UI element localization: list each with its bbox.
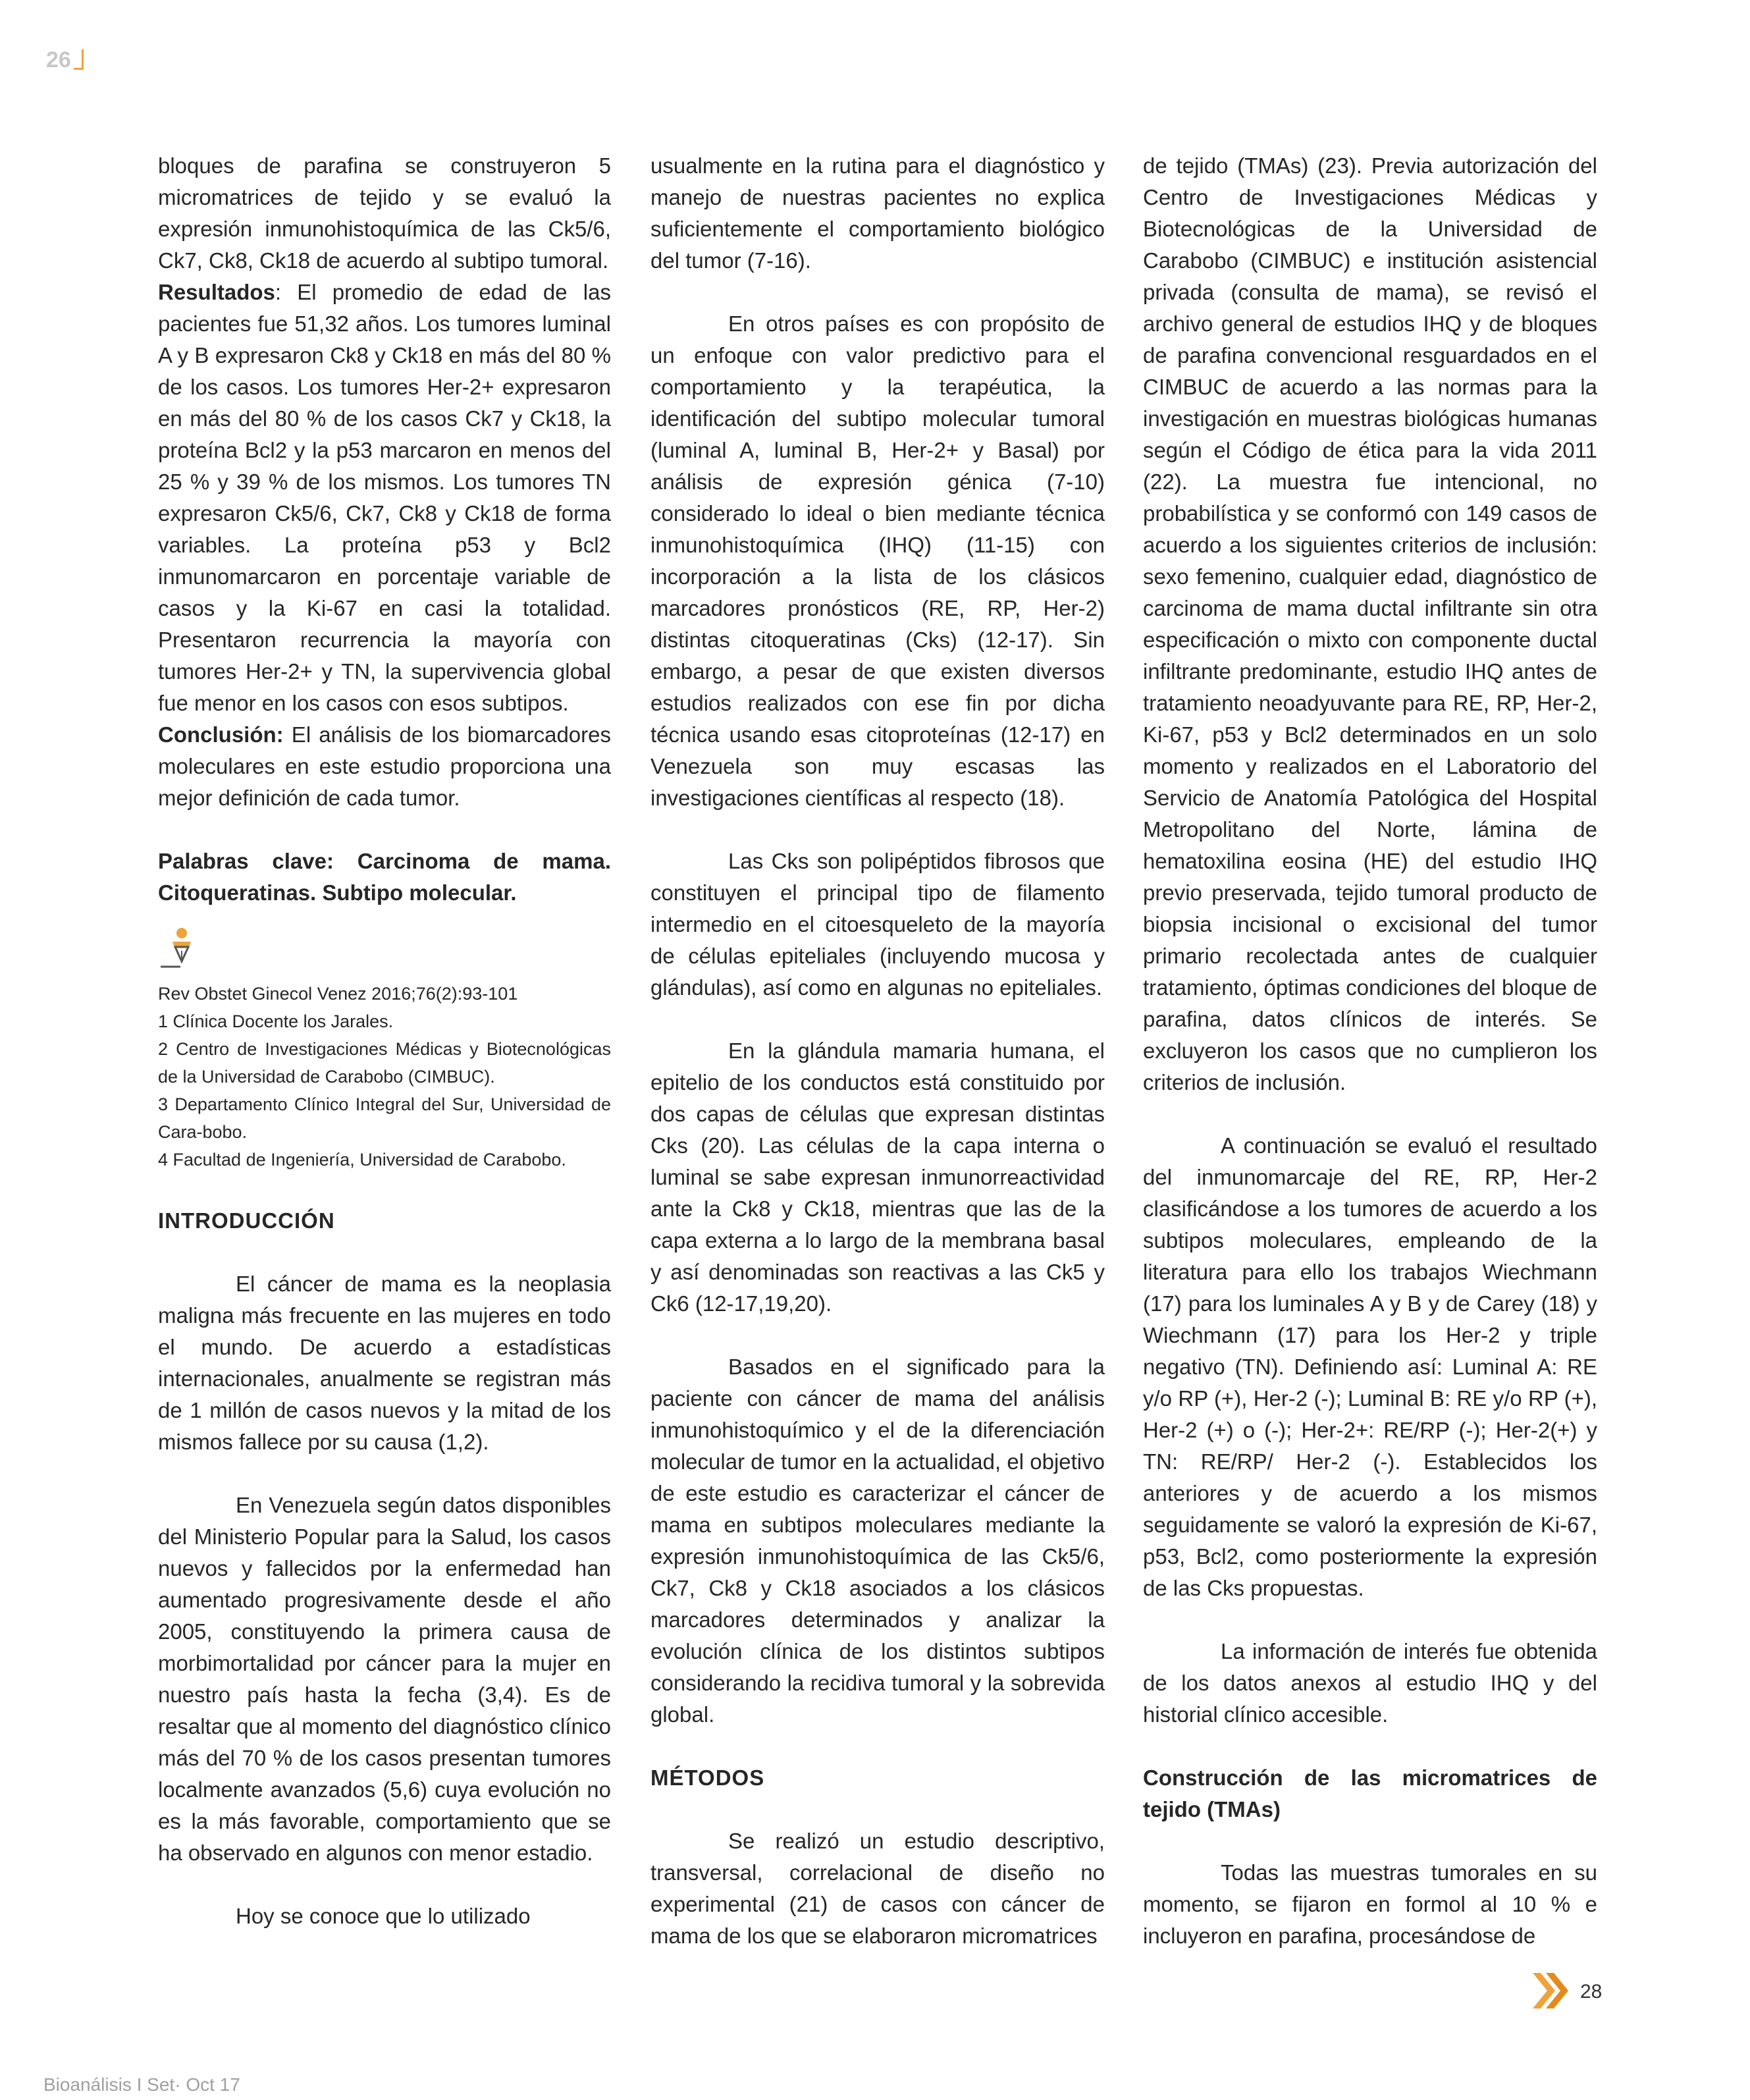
affiliation-item: 3 Departamento Clínico Integral del Sur, Universidad de Cara-bobo. xyxy=(158,1094,611,1142)
paragraph: Las Cks son polipéptidos fibrosos que constituyen el principal tipo de filamento intermedio en el citoesqueleto de la mayoría de células epiteliales (incluyendo mucosa y glándulas), así como en algunas no epiteliales. xyxy=(650,849,1105,1000)
paragraph: En la glándula mamaria humana, el epitelio de los conductos está constituido por dos capas de células que expresan distintas Cks (20). Las células de la capa interna o luminal se sabe expresan inmunorreactividad ante la Ck8 y Ck18, mientras que las de la capa externa a lo largo de la membrana basal y así denominadas son reactivas a las Ck5 y Ck6 (12-17,19,20). xyxy=(650,1038,1105,1316)
conclusion-paragraph xyxy=(158,719,611,814)
resultados-paragraph xyxy=(158,277,611,719)
page-number-bottom: 28 xyxy=(1580,1981,1603,2003)
subsection-heading: Construcción de las micromatrices de tejido (TMAs) xyxy=(1143,1765,1597,1821)
paragraph: Se realizó un estudio descriptivo, transversal, correlacional de diseño no experimental (21) de casos con cáncer de mama de los que se elaboraron micromatrices xyxy=(650,1829,1105,1948)
paragraph: Basados en el significado para la paciente con cáncer de mama del análisis inmunohistoquímico y el de la diferenciación molecular de tumor en la actualidad, el objetivo de este estudio es caracterizar el cáncer de mama en subtipos moleculares mediante la expresión inmunohistoquímica de las Ck5/6, Ck7, Ck8 y Ck18 asociados a los clásicos marcadores determinados y analizar la evolución clínica de los distintos subtipos considerando la recidiva tumoral y la sobrevida global. xyxy=(650,1355,1105,1727)
affiliation-item: 4 Facultad de Ingeniería, Universidad de Carabobo. xyxy=(158,1150,566,1170)
resultados-text: : El promedio de edad de las pacientes fue 51,32 años. Los tumores luminal A y B expresaron Ck8 y Ck18 en más del 80 % de los casos. Los tumores Her-2+ expresaron en más del 80 % de los casos Ck7 y Ck18, la proteína Bcl2 y la p53 marcaron en menos del 25 % y 39 % de los mismos. Los tumores TN expresaron Ck5/6, Ck7, Ck8 y Ck18 de forma variables. La proteína p53 y Bcl2 inmunomarcaron en porcentaje variable de casos y la Ki-67 en casi la totalidad. Presentaron recurrencia la mayoría con tumores Her-2+ y TN, la supervivencia global fue menor en los casos con esos subtipos. xyxy=(158,280,611,715)
journal-footer: Bioanálisis I Set· Oct 17 xyxy=(43,2074,240,2095)
paragraph: usualmente en la rutina para el diagnóstico y manejo de nuestras pacientes no explica suficientemente el comportamiento biológico del tumor (7-16). xyxy=(650,153,1105,273)
affiliations xyxy=(158,980,611,1173)
corner-mark-icon xyxy=(74,49,84,70)
paragraph: Todas las muestras tumorales en su momento, se fijaron en formol al 10 % e incluyeron en parafina, procesándose de xyxy=(1143,1860,1597,1948)
citation: Rev Obstet Ginecol Venez 2016;76(2):93-101 xyxy=(158,984,518,1004)
paragraph: A continuación se evaluó el resultado del inmunomarcaje del RE, RP, Her-2 clasificándose a los tumores de acuerdo a los subtipos moleculares, empleando de la literatura para ello los trabajos Wiechmann (17) para los luminales A y B y de Carey (18) y Wiechmann (17) para los Her-2 y triple negativo (TN). Definiendo así: Luminal A: RE y/o RP (+), Her-2 (-); Luminal B: RE y/o RP (+), Her-2 (+) o (-); Her-2+: RE/RP (-); Her-2(+) y TN: RE/RP/ Her-2 (-). Establecidos los anteriores y de acuerdo a los mismos seguidamente se valoró la expresión de Ki-67, p53, Bcl2, como posteriormente la expresión de las Cks propuestas. xyxy=(1143,1133,1597,1600)
page-number-top: 26 xyxy=(46,47,84,73)
abstract-paragraph: bloques de parafina se construyeron 5 micromatrices de tejido y se evaluó la expresión inmunohistoquímica de las Ck5/6, Ck7, Ck8, Ck18 de acuerdo al subtipo tumoral. xyxy=(158,153,611,273)
paragraph: En Venezuela según datos disponibles del Ministerio Popular para la Salud, los casos nuevos y fallecidos por la enfermedad han aumentado progresivamente desde el año 2005, constituyendo la primera causa de morbimortalidad por cáncer para la mujer en nuestro país hasta la fecha (3,4). Es de resaltar que al momento del diagnóstico clínico más del 70 % de los casos presentan tumores localmente avanzados (5,6) cuya evolución no es la más favorable, comportamiento que se ha observado en algunos con menor estadio. xyxy=(158,1493,611,1865)
affiliation-item: 1 Clínica Docente los Jarales. xyxy=(158,1011,394,1031)
conclusion-text: El análisis de los biomarcadores moleculares en este estudio proporciona una mejor definición de cada tumor. xyxy=(158,722,611,810)
column-3 xyxy=(1143,150,1597,1952)
keywords: Palabras clave: Carcinoma de mama. Citoqueratinas. Subtipo molecular. xyxy=(158,849,611,905)
paragraph: El cáncer de mama es la neoplasia maligna más frecuente en las mujeres en todo el mundo. De acuerdo a estadísticas internacionales, anualmente se registran más de 1 millón de casos nuevos y la mitad de los mismos fallece por su causa (1,2). xyxy=(158,1272,611,1454)
column-1 xyxy=(158,150,611,1932)
section-heading-metodos: MÉTODOS xyxy=(650,1765,765,1790)
paragraph: La información de interés fue obtenida de los datos anexos al estudio IHQ y del historial clínico accesible. xyxy=(1143,1639,1597,1727)
column-2 xyxy=(650,150,1105,1952)
paragraph: Hoy se conoce que lo utilizado xyxy=(236,1904,531,1928)
affiliation-item: 2 Centro de Investigaciones Médicas y Biotecnológicas de la Universidad de Carabobo (CIMBUC). xyxy=(158,1039,611,1087)
paragraph: En otros países es con propósito de un enfoque con valor predictivo para el comportamiento y la terapéutica, la identificación del subtipo molecular tumoral (luminal A, luminal B, Her-2+ y Basal) por análisis de expresión génica (7-10) considerado lo ideal o bien mediante técnica inmunohistoquímica (IHQ) (11-15) con incorporación a la lista de los clásicos marcadores pronósticos (RE, RP, Her-2) distintas citoqueratinas (Cks) (12-17). Sin embargo, a pesar de que existen diversos estudios realizados con ese fin por dicha técnica usando esas citoproteínas (12-17) en Venezuela son muy escasas las investigaciones científicas al respecto (18). xyxy=(650,311,1105,810)
section-heading-introduccion: INTRODUCCIÓN xyxy=(158,1208,335,1233)
next-page-arrow-icon[interactable] xyxy=(1531,1972,1571,2013)
paragraph: de tejido (TMAs) (23). Previa autorización del Centro de Investigaciones Médicas y Biotecnológicas de la Universidad de Carabobo (CIMBUC) e institución asistencial privada (consulta de mama), se revisó el archivo general de estudios IHQ y de bloques de parafina convencional resguardados en el CIMBUC de acuerdo a las normas para la investigación en muestras biológicas humanas según el Código de ética para la vida 2011 (22). La muestra fue intencional, no probabilística y se conformó con 149 casos de acuerdo a los siguientes criterios de inclusión: sexo femenino, cualquier edad, diagnóstico de carcinoma de mama ductal infiltrante sin otra especificación o mixto con componente ductal infiltrante predominante, estudio IHQ antes de tratamiento neoadyuvante para RE, RP, Her-2, Ki-67, p53 y Bcl2 determinados en un solo momento y realizados en el Laboratorio del Servicio de Anatomía Patológica del Hospital Metropolitano del Norte, lámina de hematoxilina eosina (HE) del estudio IHQ previo preservada, tejido tumoral producto de biopsia incisional o excisional del tumor primario recolectada antes de cualquier tratamiento, óptimas condiciones del bloque de parafina, datos clínicos de interés. Se excluyeron los casos que no cumplieron los criterios de inclusión. xyxy=(1143,153,1597,1094)
resultados-label: Resultados xyxy=(158,280,275,304)
conclusion-label: Conclusión: xyxy=(158,722,284,747)
journal-pen-logo-icon xyxy=(158,927,611,971)
